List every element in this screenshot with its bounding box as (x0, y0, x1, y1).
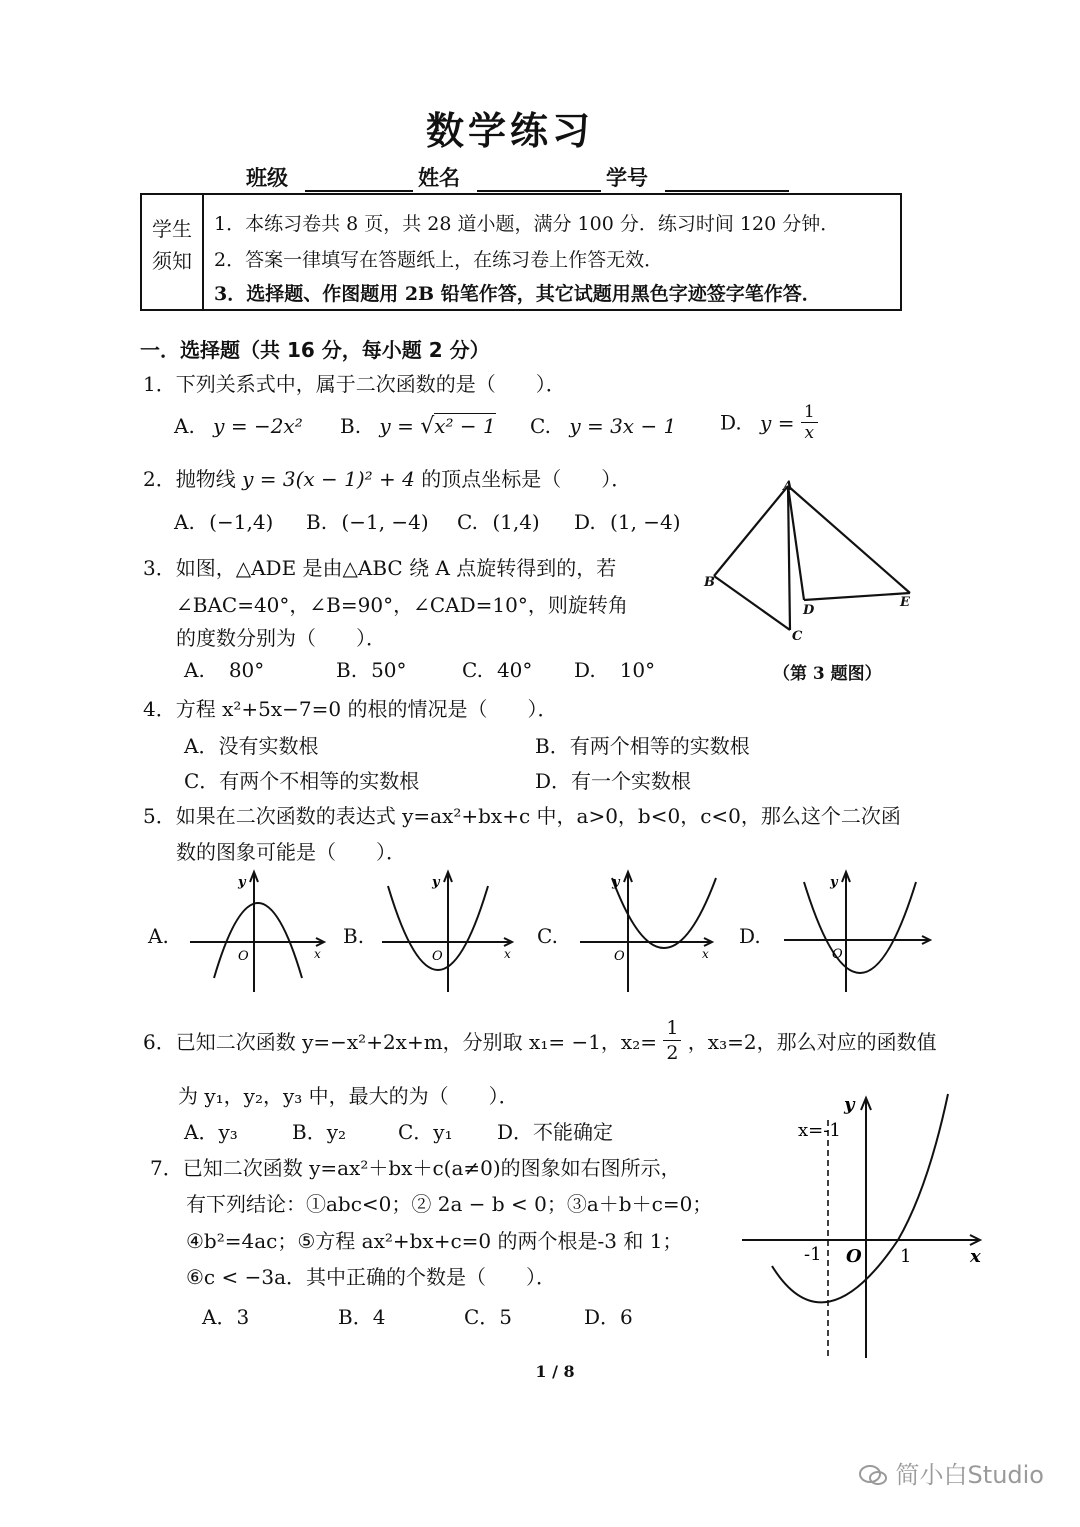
graph-b-origin: O (432, 949, 443, 964)
graph-a-y-label: y (238, 875, 246, 890)
q3-option-d-value: 10° (619, 658, 656, 682)
fraction-denominator: x (804, 423, 815, 443)
q1-option-d-expr: y = (760, 410, 801, 435)
q4-option-c[interactable]: C．有两个不相等的实数根 (184, 769, 420, 793)
q6-line-1-a: 6．已知二次函数 y=−x²+2x+m，分别取 x₁= −1，x₂= (143, 1030, 657, 1054)
q2-option-c-letter: C. (457, 510, 478, 534)
q5-graph-d-letter[interactable]: D. (739, 924, 761, 948)
q1-option-d-fraction (801, 402, 818, 443)
q3-figure (700, 478, 930, 653)
graph-a-x-label: x (314, 947, 321, 961)
name-label: 姓名 (418, 166, 460, 190)
q7-option-d[interactable]: D．6 (584, 1305, 633, 1329)
q5-graph-a[interactable] (190, 868, 340, 996)
graph-c-x-label: x (702, 947, 709, 961)
q7-neg1-label: -1 (804, 1244, 822, 1265)
class-label: 班级 (246, 166, 288, 190)
q2-stem-expr: y = 3(x − 1)² + 4 (242, 467, 415, 491)
class-field (246, 162, 413, 192)
q3-option-c-value: 40° (496, 658, 533, 682)
q3-option-b[interactable] (336, 658, 407, 682)
watermark (858, 1455, 1044, 1490)
graph-c-y-label: y (612, 875, 620, 890)
q2-stem-text: 2．抛物线 (143, 467, 236, 491)
sqrt-sign: √ (420, 414, 435, 439)
q6-fraction-denominator: 2 (666, 1042, 679, 1064)
q2-option-d-letter: D. (574, 510, 596, 534)
q6-option-b[interactable]: B．y₂ (292, 1120, 347, 1144)
q3-option-c-letter: C. (462, 658, 483, 682)
q2-option-b-letter: B. (306, 510, 328, 534)
q1-stem: 1．下列关系式中，属于二次函数的是（ ）． (143, 372, 566, 396)
section-heading: 一．选择题（共 16 分，每小题 2 分） (140, 338, 490, 362)
q2-option-a-value: (−1,4) (209, 510, 274, 534)
q6-line-2: 为 y₁，y₂，y₃ 中，最大的为（ ）． (178, 1084, 519, 1108)
wechat-icon (858, 1463, 888, 1487)
fig3-label-d: D (803, 603, 815, 618)
graph-b-x-label: x (504, 947, 511, 961)
q7-y-label: y (844, 1094, 855, 1115)
q4-option-b[interactable]: B．有两个相等的实数根 (535, 734, 750, 758)
graph-d-origin: O (832, 947, 843, 962)
q3-option-d[interactable] (574, 658, 655, 682)
q3-line-1: 3．如图，△ADE 是由△ABC 绕 A 点旋转得到的，若 (143, 556, 617, 580)
notice-line-1: 1．本练习卷共 8 页，共 28 道小题，满分 100 分．练习时间 120 分钟． (214, 213, 840, 235)
q3-option-d-letter: D. (574, 658, 596, 682)
q3-option-b-value: 50° (371, 658, 407, 682)
q2-option-d-value: (1, −4) (610, 510, 681, 534)
q7-line-3: ④b²=4ac；⑤方程 ax²+bx+c=0 的两个根是-3 和 1； (186, 1229, 683, 1253)
q7-line-2: 有下列结论：①abc<0；② 2a − b < 0；③a＋b＋c=0； (186, 1192, 713, 1216)
q6-option-a[interactable]: A．y₃ (184, 1120, 238, 1144)
q2-option-a-letter: A. (174, 510, 195, 534)
q1-option-c-letter: C. (530, 414, 551, 438)
q6-line-1-b: ，x₃=2，那么对应的函数值 (687, 1030, 937, 1054)
q2-option-c-value: (1,4) (492, 510, 540, 534)
q2-option-b[interactable] (306, 510, 429, 534)
q3-option-a-letter: A. (184, 658, 205, 682)
q3-line-3: 的度数分别为（ ）． (176, 626, 386, 650)
page-number: 1 / 8 (535, 1362, 575, 1381)
q2-option-b-value: (−1, −4) (341, 510, 429, 534)
q3-line-2: ∠BAC=40°，∠B=90°，∠CAD=10°，则旋转角 (176, 593, 628, 617)
q5-graph-c-letter[interactable]: C. (537, 924, 558, 948)
q3-option-b-letter: B. (336, 658, 358, 682)
q1-option-b-radicand: x² − 1 (434, 414, 496, 438)
q3-option-a[interactable] (184, 658, 264, 682)
fig3-label-e: E (900, 595, 910, 610)
fig3-label-b: B (704, 575, 715, 590)
graph-a-origin: O (238, 949, 249, 964)
q2-stem (143, 463, 631, 492)
graph-b-y-label: y (432, 875, 440, 890)
q4-stem: 4．方程 x²+5x−7=0 的根的情况是（ ）． (143, 697, 558, 721)
notice-label (142, 195, 204, 309)
q4-option-a[interactable]: A．没有实数根 (184, 734, 319, 758)
q5-line-1: 5．如果在二次函数的表达式 y=ax²+bx+c 中，a>0，b<0，c<0，那么这个二次函 (143, 804, 901, 828)
q3-option-a-value: 80° (228, 658, 265, 682)
q1-option-b[interactable] (340, 414, 496, 439)
q7-graph (738, 1090, 1000, 1362)
q1-option-a-expr: y = −2x² (213, 414, 303, 438)
q1-option-c-expr: y = 3x − 1 (569, 414, 677, 438)
q2-option-a[interactable] (174, 510, 273, 534)
q6-line-1 (143, 1016, 937, 1065)
student-id-blank[interactable] (665, 168, 789, 192)
q3-option-c[interactable] (462, 658, 532, 682)
q6-fraction-numerator: 1 (663, 1016, 681, 1041)
q2-stem-tail: 的顶点坐标是（ ）． (421, 467, 632, 491)
notice-line-2: 2．答案一律填写在答题纸上，在练习卷上作答无效． (214, 249, 664, 271)
q7-line-1: 7．已知二次函数 y=ax²＋bx＋c(a≠0)的图象如右图所示， (150, 1156, 681, 1180)
q1-option-b-letter: B. (340, 414, 362, 438)
q5-graph-a-letter[interactable]: A. (148, 924, 169, 948)
q5-graph-c[interactable] (580, 868, 720, 996)
q5-line-2: 数的图象可能是（ ）． (176, 840, 406, 864)
q2-option-c[interactable] (457, 510, 540, 534)
name-blank[interactable] (477, 168, 601, 192)
notice-label-line1: 学生 (152, 217, 192, 241)
q7-axis-of-symmetry-label: x=-1 (798, 1120, 841, 1141)
notice-line-3: 3．选择题、作图题用 2B 铅笔作答，其它试题用黑色字迹签字笔作答． (214, 283, 821, 305)
q1-option-a-letter: A. (174, 414, 195, 438)
q1-option-c[interactable] (530, 414, 676, 438)
page-title: 数学练习 (425, 109, 594, 153)
q3-figure-caption: （第 3 题图） (773, 664, 882, 684)
fig3-label-a: A (783, 479, 794, 494)
graph-d-y-label: y (830, 875, 838, 890)
q7-pos1-label: 1 (900, 1246, 912, 1267)
q1-option-d-letter: D. (720, 410, 742, 435)
q7-option-b[interactable]: B．4 (338, 1305, 386, 1329)
q4-option-d[interactable]: D．有一个实数根 (535, 769, 692, 793)
q7-option-a[interactable]: A．3 (202, 1305, 250, 1329)
watermark-text: 简小白Studio (895, 1461, 1044, 1489)
q5-graph-d[interactable] (784, 868, 934, 996)
q1-option-d[interactable] (720, 402, 818, 443)
graph-c-origin: O (614, 949, 625, 964)
q5-graph-b[interactable] (382, 868, 522, 996)
q6-fraction (663, 1016, 681, 1065)
fig3-label-c: C (792, 629, 803, 644)
class-blank[interactable] (305, 168, 413, 192)
q1-option-a[interactable] (174, 414, 303, 438)
q5-graph-b-letter[interactable]: B. (343, 924, 365, 948)
notice-box (140, 193, 902, 311)
q7-x-label: x (970, 1246, 981, 1267)
q1-option-b-expr: y = (379, 414, 421, 438)
q2-option-d[interactable] (574, 510, 681, 534)
q6-option-c[interactable]: C．y₁ (398, 1120, 453, 1144)
q7-line-4: ⑥c < −3a．其中正确的个数是（ ）． (186, 1265, 557, 1289)
q7-origin-label: O (846, 1246, 862, 1267)
q7-option-c[interactable]: C．5 (464, 1305, 513, 1329)
q6-option-d[interactable]: D．不能确定 (497, 1120, 614, 1144)
student-id-label: 学号 (606, 166, 648, 190)
name-field (418, 162, 601, 192)
notice-label-line2: 须知 (152, 249, 192, 273)
student-id-field (606, 162, 789, 192)
fraction-numerator: 1 (801, 402, 818, 423)
